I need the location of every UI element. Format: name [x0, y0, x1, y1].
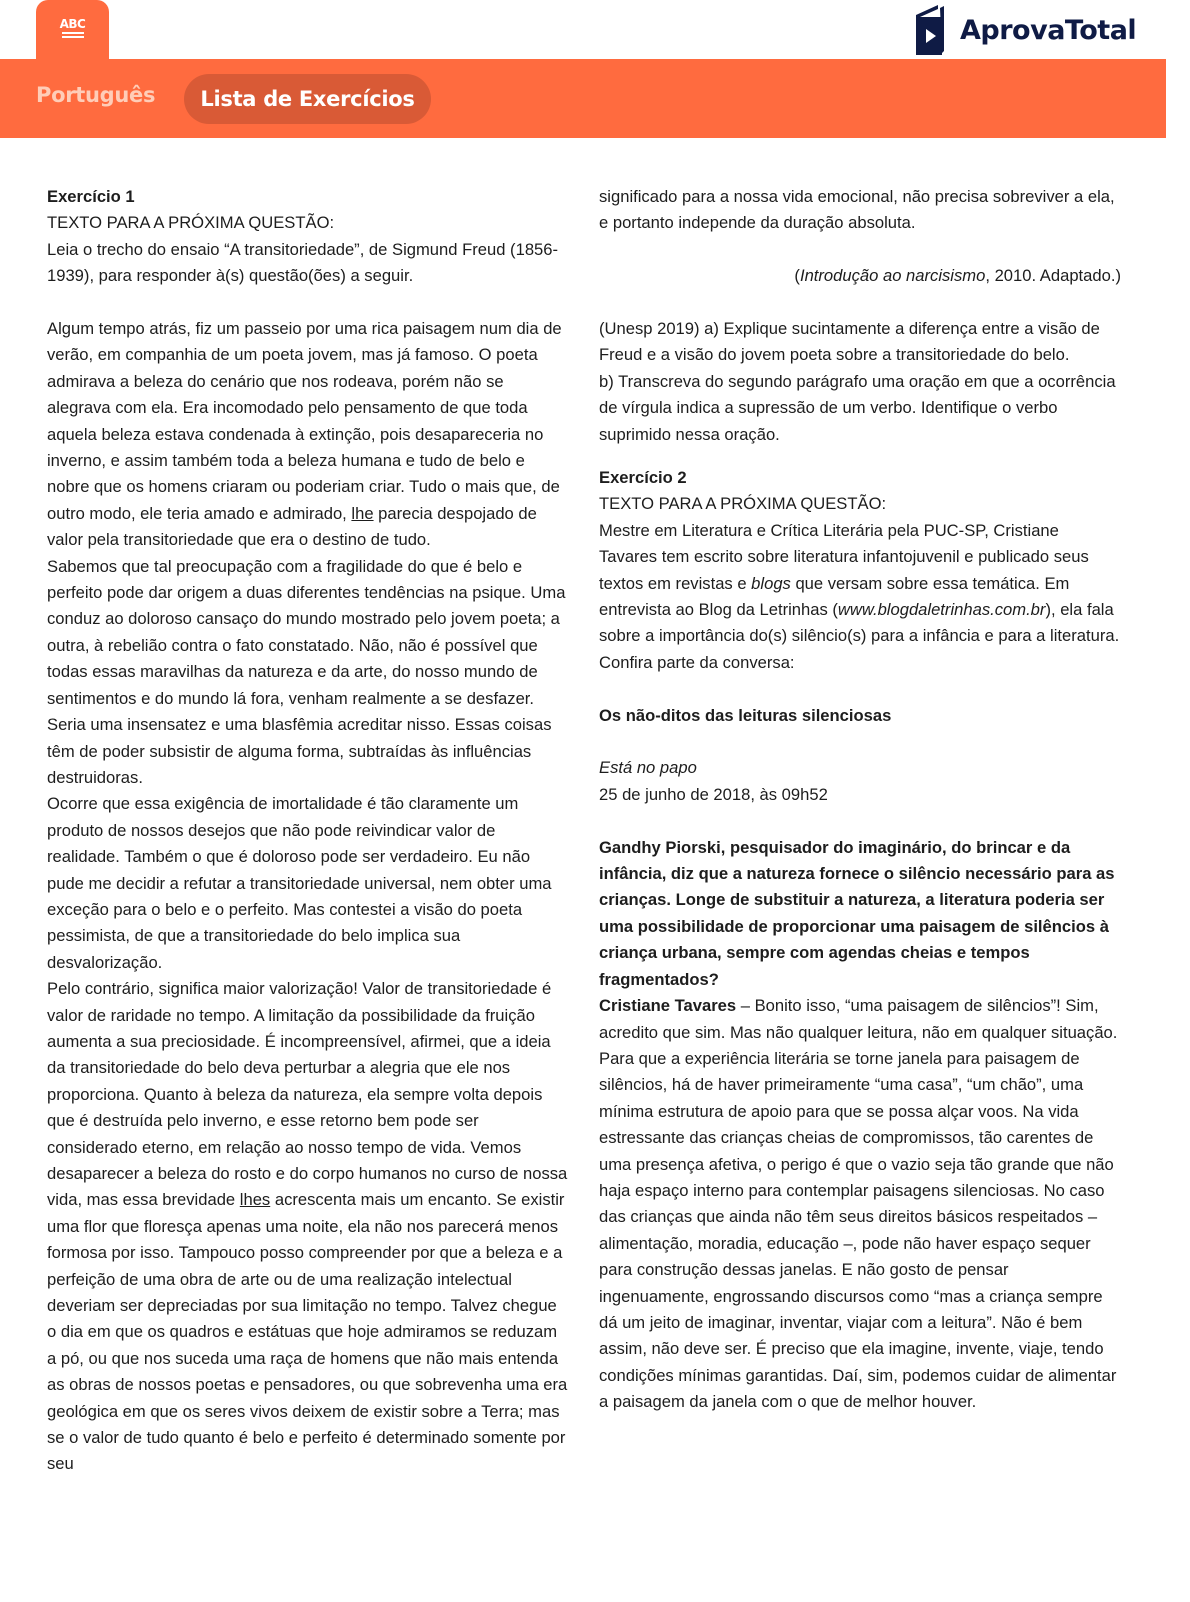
article-section: Está no papo	[599, 758, 697, 778]
left-column	[47, 184, 569, 1478]
exercise-list-pill[interactable]	[184, 74, 431, 124]
book-play-icon	[912, 5, 948, 55]
essay-paragraph-2: Sabemos que tal preocupação com a fragilidade do que é belo e perfeito pode dar origem a duas diferentes tendências na psique. Uma conduz ao doloroso cansaço do mundo mostrado pelo jovem poeta; a outra, à rebelião contra o fato constatado. Não, não é possível que todas essas maravilhas da natureza e da arte, do nosso mundo de sentimentos e do mundo lá fora, venham realmente a se desfazer. Seria uma insensatez e uma blasfêmia acreditar nisso. Essas coisas têm de poder subsistir de alguma forma, subtraídas às influências destruidoras.	[47, 556, 566, 787]
underlined-lhe: lhe	[351, 503, 374, 523]
article-date: 25 de junho de 2018, às 09h52	[599, 784, 828, 804]
abc-icon: ABC	[60, 18, 86, 38]
essay-paragraph-4: Pelo contrário, significa maior valorização! Valor de transitoriedade é valor de raridade no tempo. A limitação da possibilidade da fruição aumenta a sua preciosidade. É incompreensível, afirmei, que a ideia da transitoriedade do belo deva perturbar a alegria que ele nos proporciona. Quanto à beleza da natureza, ela sempre volta depois que é destruída pelo inverno, e esse retorno bem pode ser considerado eterno, em relação ao nosso tempo de vida. Vemos desaparecer a beleza do rosto e do corpo humanos no curso de nossa vida, mas essa brevidade lhes acrescenta mais um encanto. Se existir uma flor que floresça apenas uma noite, ela não nos parecerá menos formosa por isso. Tampouco posso compreender por que a beleza e a perfeição de uma obra de arte ou de uma realização intelectual deveriam ser depreciadas por sua limitação no tempo. Talvez chegue o dia em que os quadros e estátuas que hoje admiramos se reduzam a pó, ou que nos suceda uma raça de homens que não mais entenda as obras de nossos poetas e pensadores, ou que sobrevenha uma era geológica em que os seres vivos deixem de existir sobre a Terra; mas se o valor de tudo quanto é belo e perfeito é determinado somente por seu	[47, 979, 568, 1474]
essay-paragraph-4-continued: significado para a nossa vida emocional, não precisa sobreviver a ela, e portanto independe da duração absoluta.	[599, 187, 1115, 233]
exercise-1-title: Exercício 1	[47, 187, 135, 206]
essay-paragraph-1: Algum tempo atrás, fiz um passeio por uma rica paisagem num dia de verão, em companhia de um poeta jovem, mas já famoso. O poeta admirava a beleza do cenário que nos rodeava, porém não se alegrava com ela. Era incomodado pelo pensamento de que toda aquela beleza estava condenada à extinção, pois desapareceria no inverno, e assim também toda a beleza humana e tudo de belo e nobre que os homens criaram ou poderiam criar. Tudo o mais que, de outro modo, ele teria amado e admirado, lhe parecia despojado de valor pela transitoriedade que era o destino de tudo.	[47, 319, 562, 550]
essay-source: (Introdução ao narcisismo, 2010. Adaptado.)	[794, 266, 1121, 286]
header-banner	[0, 59, 1166, 138]
question-a: (Unesp 2019) a) Explique sucintamente a diferença entre a visão de Freud e a visão do jovem poeta sobre a transitoriedade do belo.	[599, 319, 1100, 365]
exercise-1-intro: Leia o trecho do ensaio “A transitoriedade”, de Sigmund Freud (1856-1939), para responder à(s) questão(ões) a seguir.	[47, 239, 559, 286]
exercise-2-intro: Mestre em Literatura e Crítica Literária pela PUC-SP, Cristiane Tavares tem escrito sobre literatura infantojuvenil e publicado seus textos em revistas e blogs que versam sobre essa temática. Em entrevista ao Blog da Letrinhas (www.blogdaletrinhas.com.br), ela fala sobre a importância do(s) silêncio(s) para a infância e para a literatura. Confira parte da conversa:	[599, 520, 1120, 672]
underlined-lhes: lhes	[239, 1190, 271, 1210]
interview-question: Gandhy Piorski, pesquisador do imaginário, do brincar e da infância, diz que a natureza fornece o silêncio necessário para as crianças. Longe de substituir a natureza, a literatura poderia ser uma possibilidade de proporcionar uma paisagem de silêncios à criança urbana, sempre com agendas cheias e tempos fragmentados?	[599, 837, 1115, 989]
logo-text: AprovaTotal	[960, 14, 1137, 46]
interview-answer: Cristiane Tavares – Bonito isso, “uma paisagem de silêncios”! Sim, acredito que sim. Mas não qualquer leitura, não em qualquer situação. Para que a experiência literária se torne janela para paisagem de silêncios, há de haver primeiramente “uma casa”, “um chão”, uma mínima estrutura de apoio para que se possa alçar voos. Na vida estressante das crianças cheias de compromissos, tão carentes de uma presença afetiva, o perigo é que o vazio seja tão grande que não haja espaço interno para contemplar paisagens silenciosas. No caso das crianças que ainda não têm seus direitos básicos respeitados – alimentação, moradia, educação –, pode não haver espaço sequer para construção dessas janelas. E não gosto de pensar ingenuamente, engrossando discursos como “mas a criança sempre dá um jeito de imaginar, inventar, viajar com a leitura”. Não é bem assim, não deve ser. É preciso que ela imagine, invente, viaje, tendo condições mínimas garantidas. Daí, sim, podemos cuidar de alimentar a paisagem da janela com o que de melhor houver.	[599, 996, 1118, 1412]
top-bar	[0, 0, 1190, 60]
exercise-2-title: Exercício 2	[599, 468, 687, 488]
right-column	[599, 184, 1121, 1416]
question-b: b) Transcreva do segundo parágrafo uma oração em que a ocorrência de vírgula indica a supressão de um verbo. Identifique o verbo suprimido nessa oração.	[599, 371, 1116, 444]
essay-paragraph-3: Ocorre que essa exigência de imortalidade é tão claramente um produto de nossos desejos que não pode reivindicar valor de realidade. Também o que é doloroso pode ser verdadeiro. Eu não pude me decidir a refutar a transitoriedade universal, nem obter uma exceção para o belo e o perfeito. Mas contestei a visão do poeta pessimista, de que a transitoriedade do belo implica sua desvalorização.	[47, 794, 552, 972]
exercise-2-label: TEXTO PARA A PRÓXIMA QUESTÃO:	[599, 494, 887, 514]
aprovatotal-logo[interactable]	[912, 5, 1136, 55]
article-title: Os não-ditos das leituras silenciosas	[599, 705, 892, 725]
subject-tab[interactable]	[36, 0, 109, 62]
subject-label[interactable]: Português	[36, 83, 156, 107]
exercise-1-label: TEXTO PARA A PRÓXIMA QUESTÃO:	[47, 213, 335, 233]
exercise-list-label: Lista de Exercícios	[200, 87, 415, 111]
